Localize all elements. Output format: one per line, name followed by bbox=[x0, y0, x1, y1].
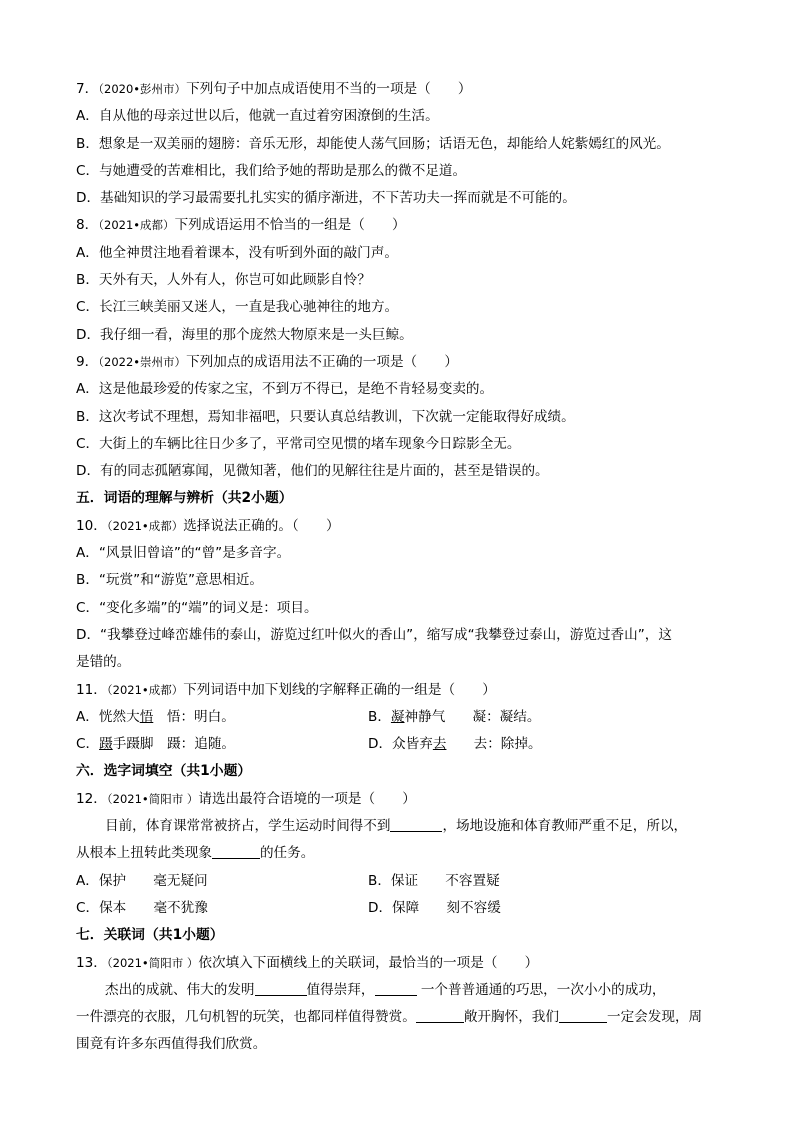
question-text: 选择说法正确的。（ ） bbox=[183, 517, 340, 534]
question-10-option-d-line2: 是错的。 bbox=[76, 654, 131, 671]
question-9-option-a: A．这是他最珍爱的传家之宝，不到万不得已，是绝不肯轻易变卖的。 bbox=[76, 381, 494, 398]
question-7-stem bbox=[76, 76, 726, 103]
question-12-passage-line2: 从根本上扭转此类现象 的任务。 bbox=[76, 840, 726, 867]
question-number: 13． bbox=[76, 954, 107, 971]
question-number: 11． bbox=[76, 681, 107, 698]
question-13-passage-line3: 围竟有许多东西值得我们欣赏。 bbox=[76, 1036, 267, 1053]
question-11-options-row2 bbox=[76, 731, 726, 758]
fill-blank bbox=[559, 1006, 607, 1023]
question-11-option-b: B．凝神静气 凝：凝结。 bbox=[368, 708, 541, 725]
question-7-option-c: C．与她遭受的苦难相比，我们给予她的帮助是那么的微不足道。 bbox=[76, 162, 467, 179]
section-heading-5: 五．词语的理解与辨析（共2小题） bbox=[76, 490, 293, 507]
question-source: （2021•简阳市 ） bbox=[106, 791, 199, 806]
question-13-passage-line2: 一件漂亮的衣服，几句机智的玩笑，也都同样值得赞赏。 敞开胸怀，我们 一定会发现，周 bbox=[76, 1004, 726, 1031]
question-12-stem bbox=[76, 786, 726, 813]
question-text: 请选出最符合语境的一项是（ ） bbox=[198, 790, 416, 807]
question-12-option-b: B．保证 不容置疑 bbox=[368, 872, 500, 889]
question-number: 9． bbox=[76, 353, 99, 370]
question-source: （2021•成都） bbox=[98, 218, 175, 233]
question-12-option-d: D．保障 刻不容缓 bbox=[368, 899, 501, 916]
question-text: 下列句子中加点成语使用不当的一项是（ ） bbox=[186, 81, 472, 97]
question-10-option-d-line1: D．“我攀登过峰峦雄伟的泰山，游览过红叶似火的香山”，缩写成“我攀登过泰山，游览过香山”，这 bbox=[76, 626, 672, 643]
question-number: 10． bbox=[76, 517, 107, 534]
fill-blank bbox=[416, 1006, 464, 1023]
question-10-option-a: A．“风景旧曾谙”的“曾”是多音字。 bbox=[76, 545, 291, 562]
underlined-char: 悟 bbox=[139, 708, 154, 725]
underlined-char: 凝 bbox=[390, 708, 405, 725]
question-number: 8． bbox=[76, 217, 99, 234]
underlined-char: 蹑 bbox=[99, 736, 113, 753]
fill-blank bbox=[212, 842, 260, 859]
question-7-option-a: A．自从他的母亲过世以后，他就一直过着穷困潦倒的生活。 bbox=[76, 108, 439, 125]
question-12-options-row2 bbox=[76, 895, 726, 922]
fill-blank bbox=[375, 979, 417, 996]
section-heading-7: 七．关联词（共1小题） bbox=[76, 927, 224, 944]
question-12-options-row1 bbox=[76, 868, 726, 895]
section-heading-6: 六．选字词填空（共1小题） bbox=[76, 763, 252, 780]
question-12-passage-line1: 目前，体育课常常被挤占，学生运动时间得不到 ，场地设施和体育教师严重不足，所以， bbox=[76, 813, 726, 840]
fill-blank bbox=[255, 979, 307, 996]
question-13-stem bbox=[76, 950, 726, 977]
question-10-stem bbox=[76, 513, 726, 540]
question-8-option-b: B．天外有天，人外有人，你岂可如此顾影自怜？ bbox=[76, 272, 371, 289]
question-11-stem bbox=[76, 677, 726, 704]
question-source: （2021•成都） bbox=[106, 518, 184, 533]
question-11-option-d: D．众皆弃去 去：除掉。 bbox=[368, 736, 542, 753]
question-source: （2021•简阳市 ） bbox=[106, 955, 199, 970]
question-number: 12． bbox=[76, 790, 107, 807]
question-9-stem bbox=[76, 349, 726, 376]
question-8-option-c: C．长江三峡美丽又迷人，一直是我心驰神往的地方。 bbox=[76, 299, 399, 316]
question-9-option-d: D．有的同志孤陋寡闻，见微知著，他们的见解往往是片面的，甚至是错误的。 bbox=[76, 463, 549, 480]
question-7-option-b: B．想象是一双美丽的翅膀：音乐无形，却能使人荡气回肠；话语无色，却能给人姹紫嫣红的风光。 bbox=[76, 135, 670, 152]
question-7-option-d: D．基础知识的学习最需要扎扎实实的循序渐进，不下苦功夫一挥而就是不可能的。 bbox=[76, 190, 576, 207]
question-text: 下列成语运用不恰当的一组是（ ） bbox=[174, 217, 406, 234]
underlined-char: 去 bbox=[432, 736, 447, 753]
question-10-option-c: C．“变化多端”的“端”的词义是：项目。 bbox=[76, 599, 318, 616]
question-13-passage-line1: 杰出的成就、伟大的发明 值得崇拜， 一个普普通通的巧思，一次小小的成功， bbox=[76, 977, 726, 1004]
question-number: 7． bbox=[76, 81, 99, 97]
fill-blank bbox=[390, 815, 442, 832]
question-text: 下列词语中加下划线的字解释正确的一组是（ ） bbox=[183, 681, 496, 698]
question-text: 依次填入下面横线上的关联词，最恰当的一项是（ ） bbox=[198, 954, 539, 971]
question-9-option-b: B．这次考试不理想，焉知非福吧，只要认真总结教训，下次就一定能取得好成绩。 bbox=[76, 408, 575, 425]
question-10-option-b: B．“玩赏”和“游览”意思相近。 bbox=[76, 572, 264, 589]
question-12-option-a: A．保护 毫无疑问 bbox=[76, 872, 208, 889]
document-content bbox=[76, 76, 726, 1059]
question-source: （2021•成都） bbox=[106, 682, 184, 697]
question-source: （2020•彭州市） bbox=[98, 82, 187, 96]
question-8-stem bbox=[76, 212, 726, 239]
question-8-option-d: D．我仔细一看，海里的那个庞然大物原来是一头巨鲸。 bbox=[76, 326, 413, 343]
question-8-option-a: A．他全神贯注地看着课本，没有听到外面的敲门声。 bbox=[76, 244, 398, 261]
question-text: 下列加点的成语用法不正确的一项是（ ） bbox=[186, 353, 458, 370]
question-source: （2022•崇州市） bbox=[98, 354, 187, 369]
question-11-option-c: C．蹑手蹑脚 蹑：追随。 bbox=[76, 736, 236, 753]
question-11-options-row1 bbox=[76, 704, 726, 731]
question-11-option-a: A．恍然大悟 悟：明白。 bbox=[76, 708, 235, 725]
question-12-option-c: C．保本 毫不犹豫 bbox=[76, 899, 208, 916]
question-9-option-c: C．大街上的车辆比往日少多了，平常司空见惯的堵车现象今日踪影全无。 bbox=[76, 435, 521, 452]
